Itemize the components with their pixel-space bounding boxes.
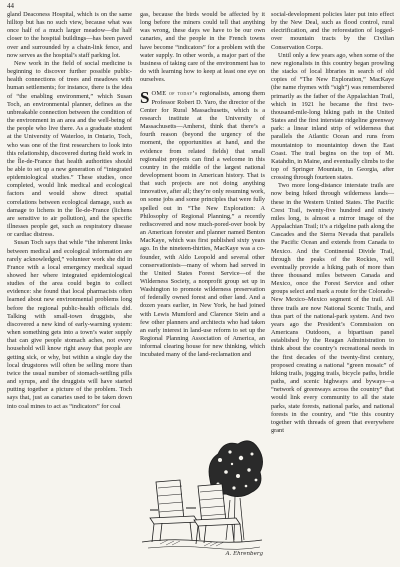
paragraph: gas, because the birds would be affected by it long before the miners could tell that anything was wrong, these days we have to be our own canaries, and the people in the French towns have become “indicators” for a problem with the water supply. In other words, a major part of the business of taking care of the environment has to do with learning how to keep at least one eye on ourselves. (140, 11, 265, 84)
artist-signature: A. Ehrenberg (225, 551, 263, 557)
paragraph: Two more long-distance interstate trails are now being hiked through wilderness lands—these in the Western United States. The Pacific Crest Trail, twenty-five hundred and ninety miles long, is almost a mirror image of the Appalachian Trail; it’s a ridgeline path along the Cascades and the Sierra Nevada that parallels the Pacific Ocean and extends from Canada to Mexico. And the Continental Divide Trail, through the peaks of the Rockies, will eventually provide a hiking path of more than three thousand miles between Canada and Mexico, once the Forest Service and other groups select and mark a route for the Colorado-New Mexico–Mexico segment of the trail. All three trails are now National Scenic Trails, and thus part of the national-park system. And two years ago the President’s Commission on Americans Outdoors, a bipartisan panel established by the Reagan Administration to think about the country’s recreational needs in the first decades of the twenty-first century, proposed creating a national “green mosaic” of hiking trails, jogging trails, bicycle paths, bridle paths, and scenic highways and byways—a “network of greenways across the country” that would link every community to all the state parks, state forests, national parks, and national forests in the country, and “tie this country together with threads of green that everywhere grant (271, 182, 394, 434)
lawn-chairs-drawing (140, 410, 265, 558)
paragraph-body: regionalists, among them Professor Robert D. Yaro, the director of the Center for Rural Massachusetts, which is a research institute at the University of Massachusetts—Amherst, think that there’s a fourth reason (beyond the urgency of the moment, the opportunities at hand, and the evidence from related fields) that small regionalist projects can find a welcome in this country in the middle of the largest national development boom in American history. That is that such projects are not doing anything innovative, after all; they’re only resuming work, on some jobs and some principles that were fully spelled out in “The New Exploration: A Philosophy of Regional Planning,” a recently rediscovered and now much-pored-over book by an American forester and planner named Benton MacKaye, which was first published sixty years ago. In the nineteen-thirties, MacKaye was a co-founder, with Aldo Leopold and several other conservationists—many of whom had served in the United States Forest Service—of the Wilderness Society, a nonprofit group set up in Washington to promote wilderness preservation of federally owned forest and other land. And a dozen years earlier, in New York, he had joined with Lewis Mumford and Clarence Stein and a few other planners and architects who had taken an early interest in land-use reform to set up the Regional Planning Association of America, an informal clearing house for new thinking, which incubated many of the land-reclamation and (140, 90, 266, 359)
page-number: 44 (7, 2, 14, 10)
illustration (140, 410, 265, 558)
paragraph: Susan Toch says that while “the inherent links between medical and ecological information are rarely acknowledged,” volunteer work she did in France with a local emergency medical squad showed her where integrated epidemiological studies of the area could begin to collect evidence: she found that local pharmacists often learned about new environmental problems long before the regional public-health officials did. Talking with small-town druggists, she discovered a new kind of early-warning system: when something gets into a town’s water supply that can give people stomach aches, not every household will know right away that people are getting sick, or why, but within a single day the local drugstores will often be selling more than twice the usual number of stomach-settling pills and syrups, and the druggists will have started putting together a picture of the problem. Toch says that, just as canaries used to be taken down into coal mines to act as “indicators” for coal (7, 239, 132, 410)
section-lede: OME of today’s (151, 90, 198, 98)
paragraph: gland Deaconess Hospital, which is on the same hilltop but has no such view, because what was once half of a much larger meadow—the half closer to the hospital buildings—has been paved over and surrounded by a chain-link fence, and now serves as the hospital’s staff parking lot. (7, 11, 132, 59)
text-column-1 (7, 11, 132, 411)
drop-cap: S (140, 88, 150, 108)
paragraph: Until only a few years ago, when some of the new regionalists in this country began prowling the stacks of local libraries in search of old copies of “The New Exploration,” MacKaye (the name rhymes with “sigh”) was remembered primarily as the father of the Appalachian Trail, which in 1921 he became the first two-thousand-mile-long hiking path in the United States and the first interstate ridgeline greenway park: a linear inland strip of wilderness that parallels the Atlantic Ocean and runs from mountaintop to mountaintop down the East Coast. The trail begins on the top of Mt. Katahdin, in Maine, and eventually climbs to the top of Springer Mountain, in Georgia, after crossing through fourteen states. (271, 51, 394, 182)
text-column-3 (271, 11, 394, 435)
text-column-2 (140, 11, 265, 360)
paragraph: New work in the field of social medicine is beginning to discover further possible public-health connections of trees and meadows with human settlements; for instance, there is the idea of “the enabling environment,” which Susan Toch, an environmental planner, defines as the unbreakable connection between the condition of the environment in an area and the well-being of the people who live there. As a graduate student at the University of Waterloo, in Ontario, Toch, who was one of the first researchers to look into this relationship, discovered during field work in the Île-de-France that health authorities should be able to set up a new generation of “integrated epidemiological studies.” These studies, once completed, would link medical and ecological factors and would show direct spatial correlations between ecological damage, such as damage to lichens in the Île-de-France (lichens are sensitive to air pollution), and the specific illnesses people get, such as respiratory disease or cardiac distress. (7, 59, 132, 239)
paragraph: social-development policies later put into effect by the New Deal, such as flood control, rural electrification, and the reforestation of logged-over mountain tracts by the Civilian Conservation Corps. (271, 11, 394, 51)
section-opening-paragraph (140, 90, 265, 359)
